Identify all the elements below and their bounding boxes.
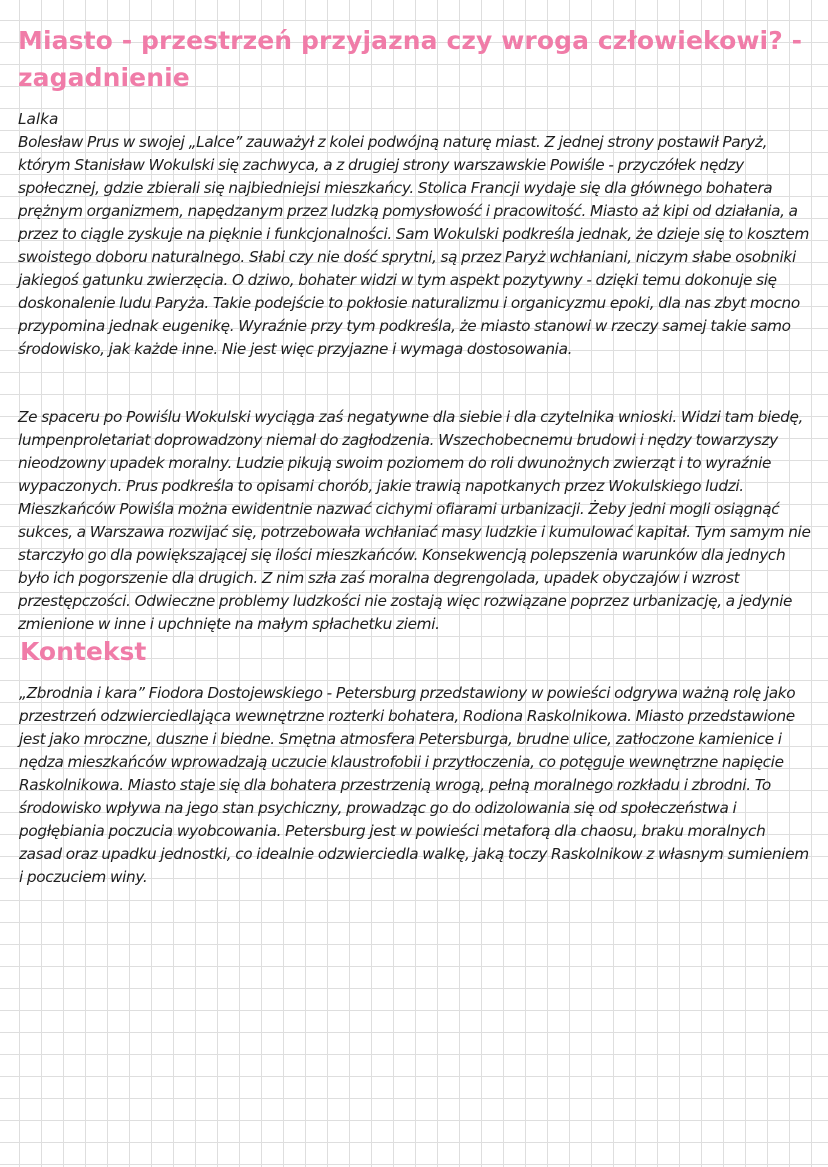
note-page (18, 22, 818, 889)
page-title: Miasto - przestrzeń przyjazna czy wroga człowiekowi? - zagadnienie (18, 26, 803, 92)
book-label: Lalka (18, 110, 59, 128)
section-heading-context: Kontekst (20, 637, 147, 666)
paragraph-crime-and-punishment: „Zbrodnia i kara” Fiodora Dostojewskiego - Petersburg przedstawiony w powieści odgrywa ważną rolę jako przestrzeń odzwierciedlająca wewnętrzne rozterki bohatera, Rodiona Raskolnikowa. Miasto przedstawione jest jako mroczne, duszne i biedne. Smętna atmosfera Petersburga, brudne ulice, zatłoczone kamienice i nędza mieszkańców wprowadzają uczucie klaustrofobii i przytłoczenia, co potęguje wewnętrzne napięcie Raskolnikowa. Miasto staje się dla bohatera przestrzenią wrogą, pełną moralnego rozkładu i zbrodni. To środowisko wpływa na jego stan psychiczny, prowadząc go do odizolowania się od społeczeństwa i pogłębiania poczucia wyobcowania. Petersburg jest w powieści metaforą dla chaosu, braku moralnych zasad oraz upadku jednostki, co idealnie odzwierciedla walkę, jaką toczy Raskolnikow z własnym sumieniem i poczuciem winy. (19, 684, 809, 886)
paragraph-paris: Bolesław Prus w swojej „Lalce” zauważył z kolei podwójną naturę miast. Z jednej strony postawił Paryż, którym Stanisław Wokulski się zachwyca, a z drugiej strony warszawskie Powiśle - przyczółek nędzy społecznej, gdzie zbierali się najbiedniejsi mieszkańcy. Stolica Francji wydaje się dla głównego bohatera prężnym organizmem, napędzanym przez ludzką pomysłowość i pracowitość. Miasto aż kipi od działania, a przez to ciągle zyskuje na pięknie i funkcjonalności. Sam Wokulski podkreśla jednak, że dzieje się to kosztem swoistego doboru naturalnego. Słabi czy nie dość sprytni, są przez Paryż wchłaniani, niczym słabe osobniki jakiegoś gatunku zwierzęcia. O dziwo, bohater widzi w tym aspekt pozytywny - dzięki temu dokonuje się doskonalenie ludu Paryża. Takie podejście to pokłosie naturalizmu i organicyzmu epoki, dla nas zbyt mocno przypomina jednak eugenikę. Wyraźnie przy tym podkreśla, że miasto stanowi w rzeczy samej takie samo środowisko, jak każde inne. Nie jest więc przyjazne i wymaga dostosowania. (18, 133, 810, 358)
paragraph-powisle: Ze spaceru po Powiślu Wokulski wyciąga zaś negatywne dla siebie i dla czytelnika wnioski. Widzi tam biedę, lumpenproletariat doprowadzony niemal do zagłodzenia. Wszechobecnemu brudowi i nędzy towarzyszy nieodzowny upadek moralny. Ludzie pikują swoim poziomem do roli dwunożnych zwierząt i to wyraźnie wypaczonych. Prus podkreśla to opisami chorób, jakie trawią napotkanych przez Wokulskiego ludzi. Mieszkańców Powiśla można ewidentnie nazwać cichymi ofiarami urbanizacji. Żeby jedni mogli osiągnąć sukces, a Warszawa rozwijać się, potrzebowała wchłaniać masy ludzkie i kumulować kapitał. Tym samym nie starczyło go dla powiększającej się ilości mieszkańców. Konsekwencją polepszenia warunków dla jednych było ich pogorszenie dla drugich. Z nim szła zaś moralna degrengolada, upadek obyczajów i wzrost przestępczości. Odwieczne problemy ludzkości nie zostają więc rozwiązane poprzez urbanizację, a jedynie zmienione w inne i upchnięte na małym spłachetku ziemi. (18, 408, 811, 633)
